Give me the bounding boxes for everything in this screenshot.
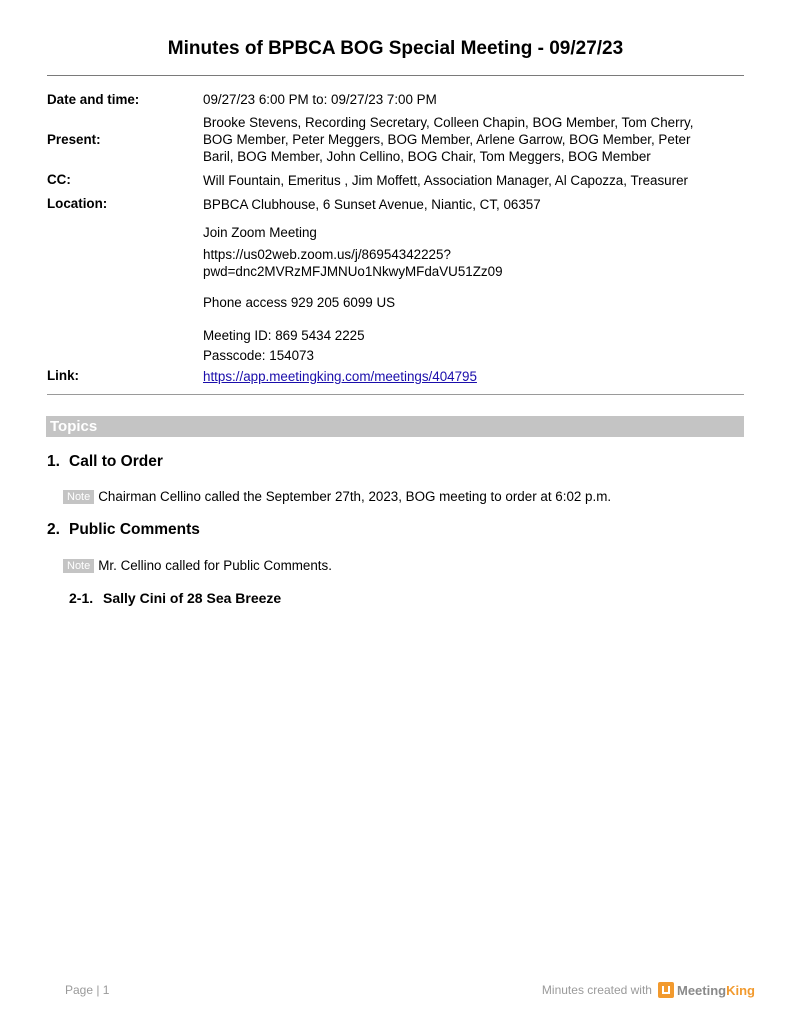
location-value [203,196,747,364]
passcode: Passcode: 154073 [203,348,314,363]
title-divider [47,75,744,76]
details-divider [47,394,744,395]
link-label: Link: [47,368,79,383]
location-address: BPBCA Clubhouse, 6 Sunset Avenue, Niantic, CT, 06357 [203,197,541,212]
meeting-details [47,91,747,388]
note-text: Mr. Cellino called for Public Comments. [98,558,332,573]
present-value [203,114,747,165]
topic-title: Call to Order [69,453,163,470]
location-label: Location: [47,196,108,211]
topic-heading [47,521,200,539]
meetingking-logo[interactable] [658,982,755,998]
topic-note [63,558,332,573]
present-line: BOG Member, Peter Meggers, BOG Member, Arlene Garrow, BOG Member, Peter [203,132,691,147]
topic-title: Public Comments [69,521,200,538]
cc-row [47,172,747,196]
topic-heading [47,453,163,471]
cc-label: CC: [47,172,71,187]
subtopic-heading [69,590,281,606]
created-with-text: Minutes created with [541,983,652,997]
zoom-join-text: Join Zoom Meeting [203,225,317,240]
subtopic-title: Sally Cini of 28 Sea Breeze [103,590,282,606]
note-text: Chairman Cellino called the September 27th, 2023, BOG meeting to order at 6:02 p.m. [98,489,612,504]
topic-number: 2. [47,521,60,538]
note-tag: Note [63,559,94,573]
topics-header: Topics [46,416,744,437]
present-line: Brooke Stevens, Recording Secretary, Colleen Chapin, BOG Member, Tom Cherry, [203,115,694,130]
present-label: Present: [47,132,101,147]
cc-value: Will Fountain, Emeritus , Jim Moffett, Association Manager, Al Capozza, Treasurer [203,173,688,188]
link-row [47,368,747,388]
present-line: Baril, BOG Member, John Cellino, BOG Chair, Tom Meggers, BOG Member [203,149,651,164]
meetingking-logo-icon [658,982,674,998]
page-number: Page | 1 [65,983,110,997]
meetingking-brand: MeetingKing [676,982,755,998]
location-row [47,196,747,364]
zoom-url-line: https://us02web.zoom.us/j/86954342225? [203,247,451,262]
topic-number: 1. [47,453,60,470]
footer-credit [542,982,755,998]
date-label: Date and time: [47,92,140,107]
present-row [47,114,747,172]
note-tag: Note [63,490,94,504]
topic-note [63,489,611,504]
meeting-id: Meeting ID: 869 5434 2225 [203,328,365,343]
zoom-url-line: pwd=dnc2MVRzMFJMNUo1NkwyMFdaVU51Zz09 [203,264,503,279]
meeting-link[interactable]: https://app.meetingking.com/meetings/404795 [203,369,477,384]
subtopic-number: 2-1. [69,590,94,606]
date-value: 09/27/23 6:00 PM to: 09/27/23 7:00 PM [203,92,437,107]
page-title: Minutes of BPBCA BOG Special Meeting - 09/27/23 [167,38,624,59]
date-row [47,91,747,114]
phone-access: Phone access 929 205 6099 US [203,295,396,310]
